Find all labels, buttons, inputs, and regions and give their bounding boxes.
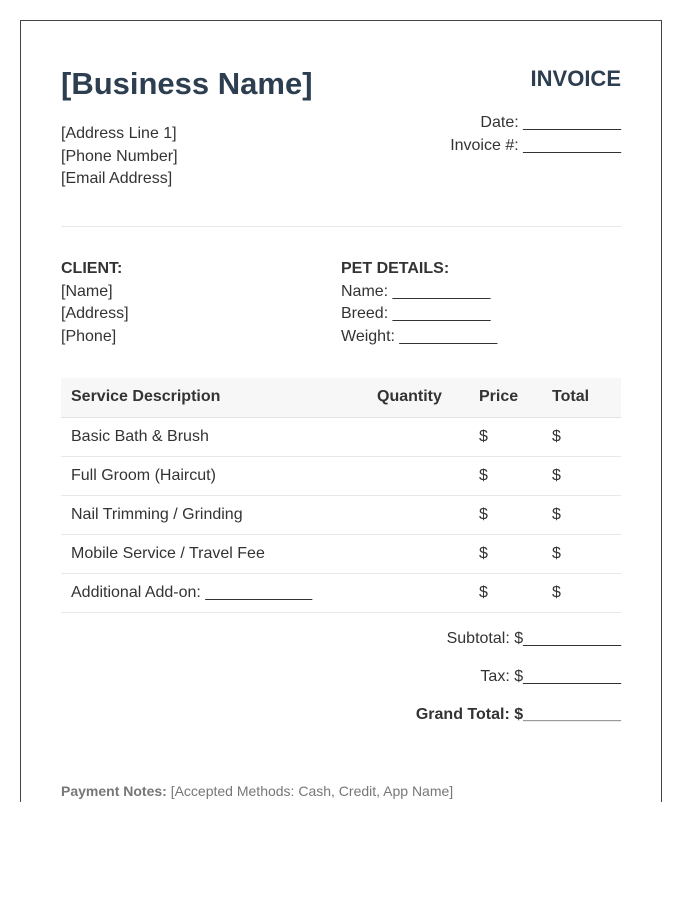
- subtotal-line: Subtotal: $___________: [446, 630, 621, 647]
- pet-details-block: [341, 258, 497, 348]
- grand-total-line: Grand Total: $___________: [415, 706, 621, 723]
- invoice-meta-block: [450, 112, 621, 157]
- header-price: Price: [469, 378, 542, 417]
- table-row: [61, 495, 621, 534]
- service-total: $: [542, 573, 621, 612]
- totals-block: [416, 630, 621, 744]
- service-total: $: [542, 456, 621, 495]
- service-total: $: [542, 417, 621, 456]
- header-service-description: Service Description: [61, 378, 367, 417]
- service-description: Additional Add-on: ____________: [61, 573, 367, 612]
- table-row: [61, 417, 621, 456]
- table-row: [61, 534, 621, 573]
- service-price: $: [469, 573, 542, 612]
- pet-breed-field: Breed: ___________: [341, 305, 491, 322]
- client-heading: CLIENT:: [61, 260, 123, 277]
- payment-notes-text: [Accepted Methods: Cash, Credit, App Name]: [170, 783, 454, 799]
- service-total: $: [542, 534, 621, 573]
- header-total: Total: [542, 378, 621, 417]
- service-quantity: [367, 456, 469, 495]
- invoice-page: [20, 20, 662, 802]
- table-row: [61, 573, 621, 612]
- service-quantity: [367, 495, 469, 534]
- service-price: $: [469, 417, 542, 456]
- business-name: [Business Name]: [61, 66, 313, 101]
- service-quantity: [367, 573, 469, 612]
- service-price: $: [469, 534, 542, 573]
- header-divider: [61, 226, 621, 227]
- table-row: [61, 456, 621, 495]
- header-quantity: Quantity: [367, 378, 469, 417]
- email-line: [Email Address]: [61, 170, 173, 187]
- service-description: Nail Trimming / Grinding: [61, 495, 367, 534]
- client-phone: [Phone]: [61, 327, 117, 345]
- service-total: $: [542, 495, 621, 534]
- table-header-row: [61, 378, 621, 417]
- service-quantity: [367, 417, 469, 456]
- business-address-block: [61, 123, 178, 191]
- service-price: $: [469, 495, 542, 534]
- pet-name-field: Name: ___________: [341, 282, 491, 300]
- service-description: Full Groom (Haircut): [61, 456, 367, 495]
- payment-notes: [61, 783, 453, 799]
- services-table: [61, 378, 621, 613]
- service-description: Basic Bath & Brush: [61, 417, 367, 456]
- date-field: Date: ___________: [480, 114, 621, 131]
- service-price: $: [469, 456, 542, 495]
- phone-line: [Phone Number]: [61, 147, 178, 165]
- pet-weight-field: Weight: ___________: [341, 327, 498, 345]
- invoice-number-field: Invoice #: ___________: [450, 136, 621, 154]
- service-quantity: [367, 534, 469, 573]
- client-address: [Address]: [61, 305, 129, 322]
- address-line: [Address Line 1]: [61, 125, 177, 142]
- payment-notes-label: Payment Notes:: [61, 783, 167, 799]
- client-name: [Name]: [61, 282, 113, 300]
- tax-line: Tax: $___________: [480, 668, 621, 685]
- client-block: [61, 258, 129, 348]
- pet-heading: PET DETAILS:: [341, 260, 450, 277]
- service-description: Mobile Service / Travel Fee: [61, 534, 367, 573]
- invoice-title: INVOICE: [530, 66, 621, 91]
